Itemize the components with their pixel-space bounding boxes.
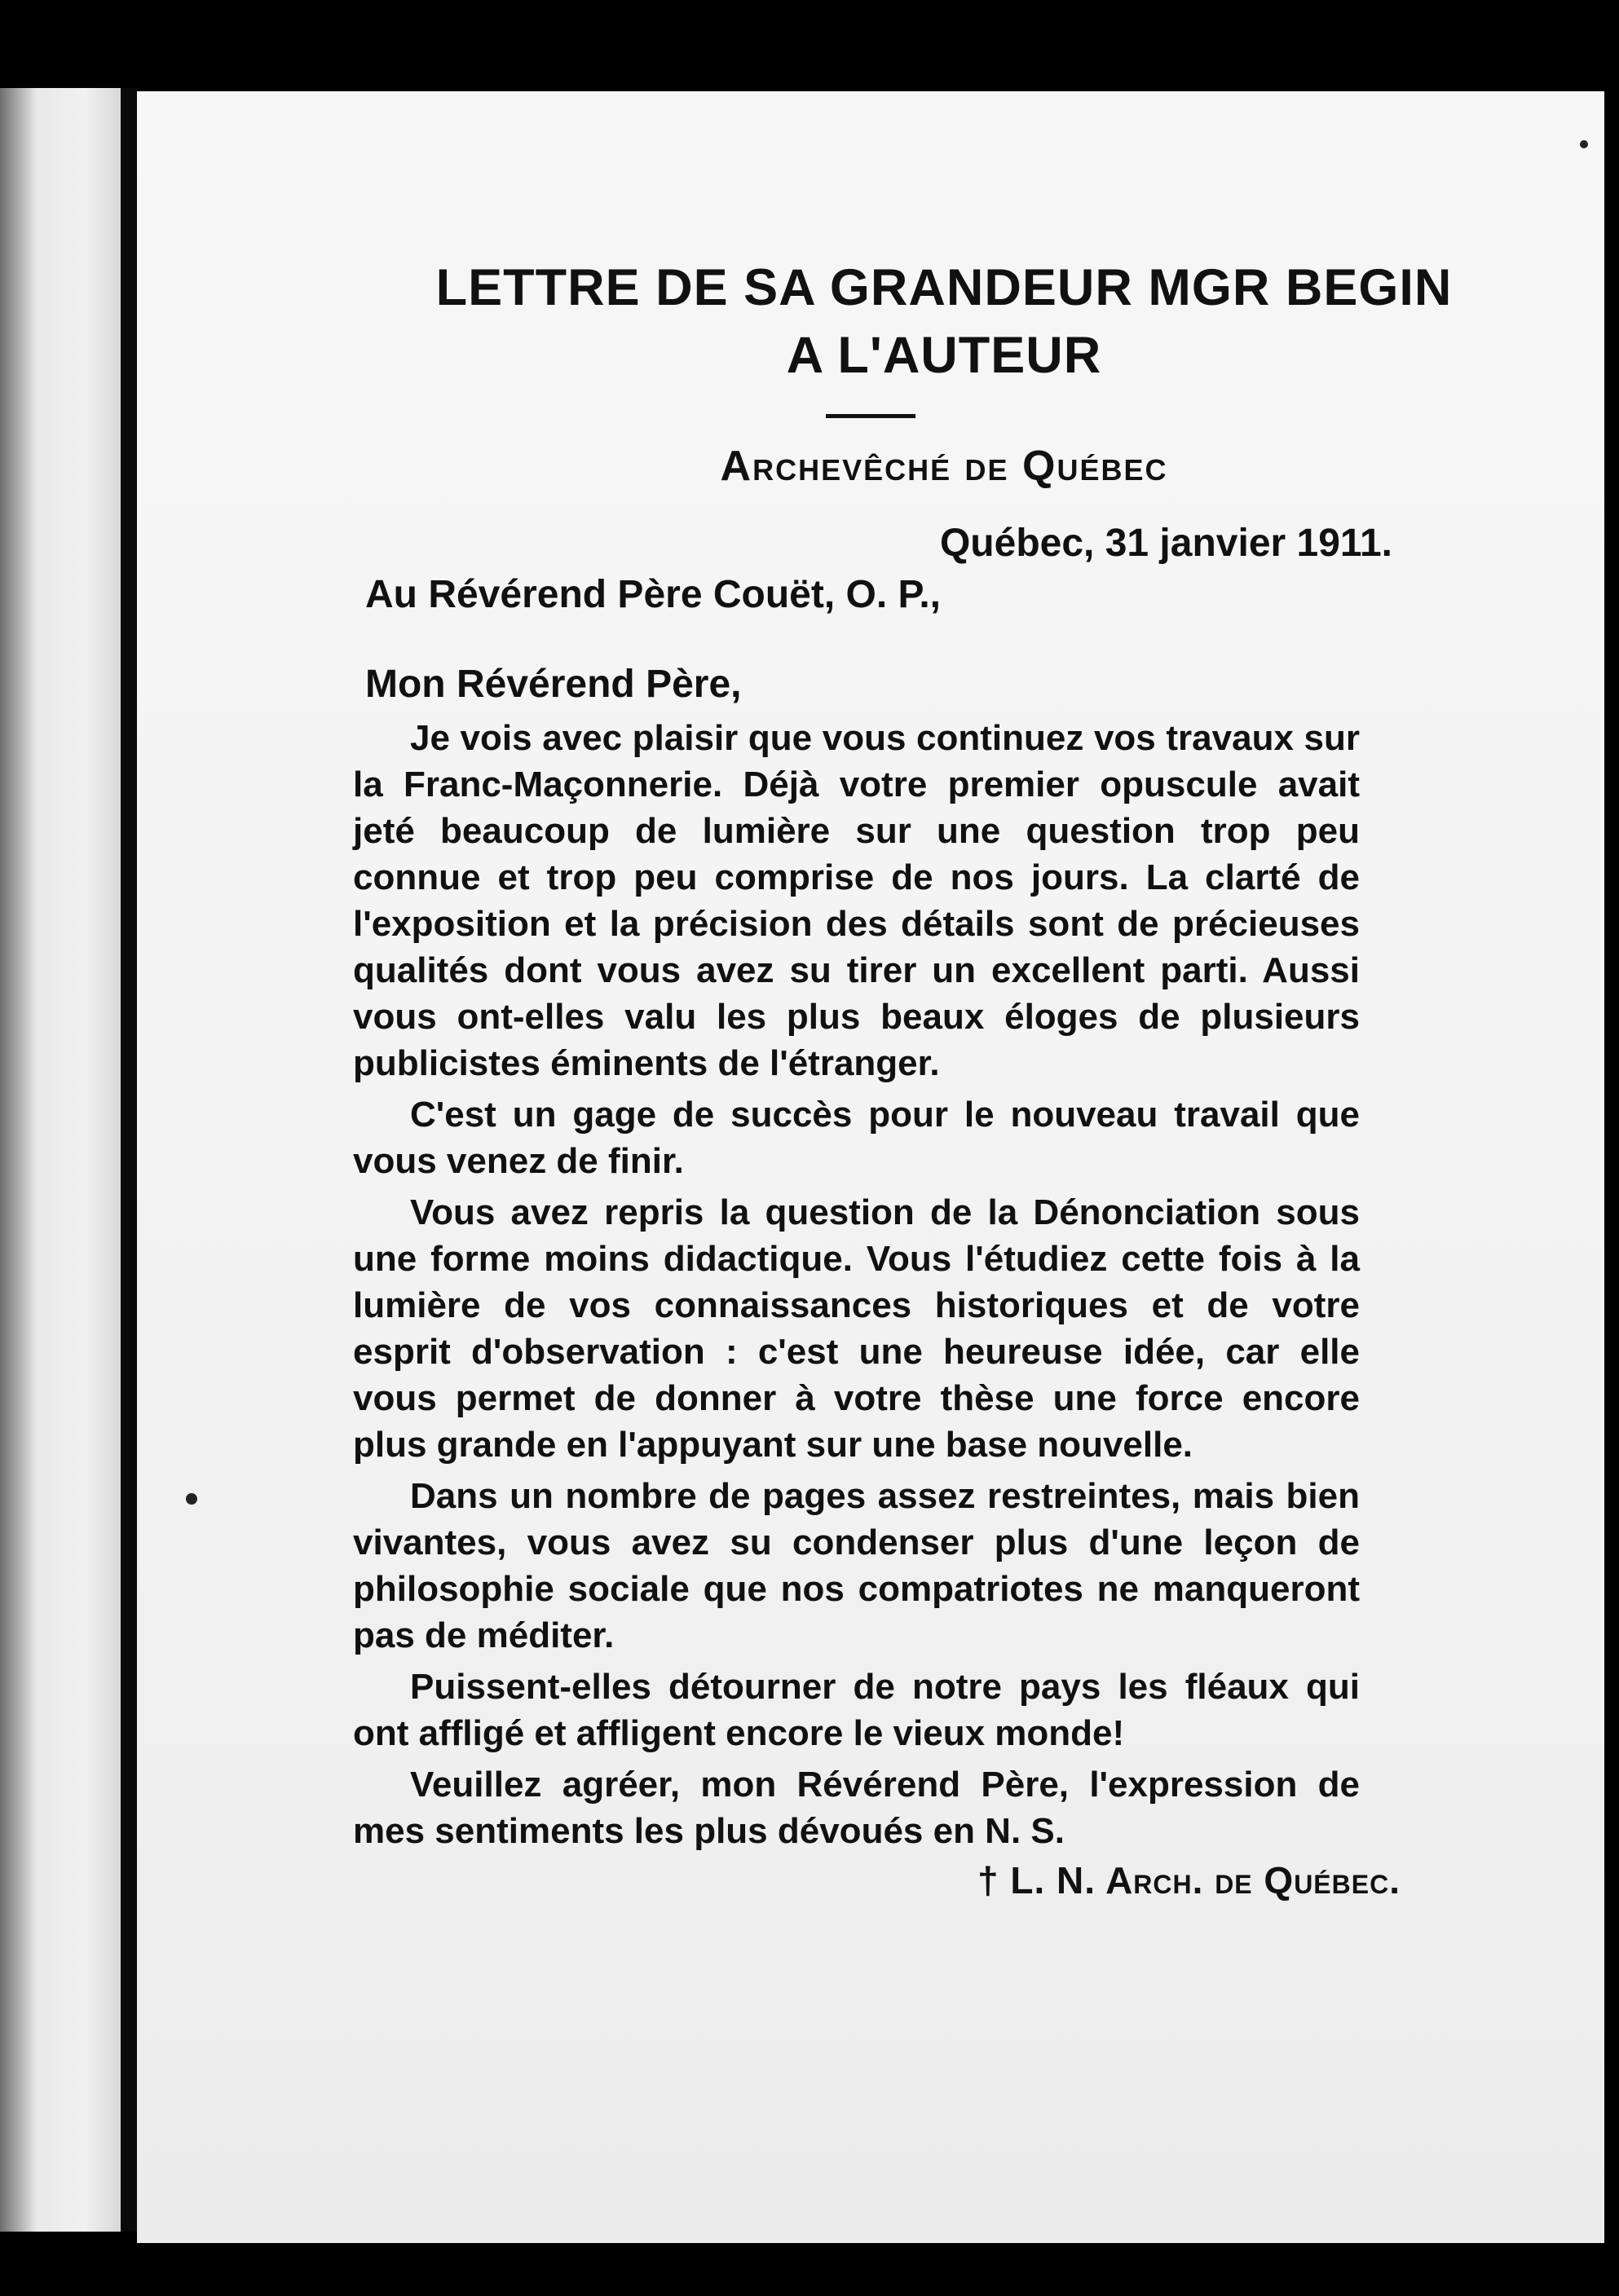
paragraph: Puissent-elles détourner de notre pays les fléaux qui ont affligé et affligent encore le vieux monde! [353, 1667, 1360, 1753]
salutation: Mon Révérend Père, [365, 663, 742, 706]
paragraph: Dans un nombre de pages assez restreintes, mais bien vivantes, vous avez su condenser plus d'une leçon de philosophie sociale que nos compatriotes ne manqueront pas de méditer. [353, 1476, 1360, 1655]
letterhead: Archevêché de Québec [720, 443, 1168, 490]
scan-speck [186, 1493, 197, 1505]
scan-speck [1580, 140, 1588, 148]
title-divider [826, 414, 915, 418]
page-gutter [121, 88, 137, 2232]
paragraph: Veuillez agréer, mon Révérend Père, l'expression de mes sentiments les plus dévoués en N. S. [353, 1765, 1360, 1851]
scanned-page [137, 91, 1604, 2243]
letter-title-line-1: LETTRE DE SA GRANDEUR MGR BEGIN [435, 259, 1453, 316]
previous-page-edge [0, 88, 121, 2232]
letter-date: Québec, 31 janvier 1911. [939, 522, 1392, 565]
paragraph: C'est un gage de succès pour le nouveau travail que vous venez de finir. [353, 1095, 1360, 1181]
signature: † L. N. Arch. de Québec. [977, 1859, 1401, 1902]
paragraph: Je vois avec plaisir que vous continuez vos travaux sur la Franc-Maçonnerie. Déjà votre premier opuscule avait jeté beaucoup de lumière sur une question trop peu connue et trop peu comprise de nos jours. La clarté de l'exposition et la précision des détails sont de précieuses qualités dont vous avez su tirer un excellent parti. Aussi vous ont-elles valu les plus beaux éloges de plusieurs publicistes éminents de l'étranger. [353, 718, 1360, 1083]
letter-title-line-2: A L'AUTEUR [786, 327, 1102, 384]
recipient-line: Au Révérend Père Couët, O. P., [365, 573, 942, 616]
letter-body [353, 715, 1360, 1859]
paragraph: Vous avez repris la question de la Dénonciation sous une forme moins didactique. Vous l'étudiez cette fois à la lumière de vos connaissances historiques et de votre esprit d'observation : c'est une heureuse idée, car elle vous permet de donner à votre thèse une force encore plus grande en l'appuyant sur une base nouvelle. [353, 1192, 1360, 1465]
